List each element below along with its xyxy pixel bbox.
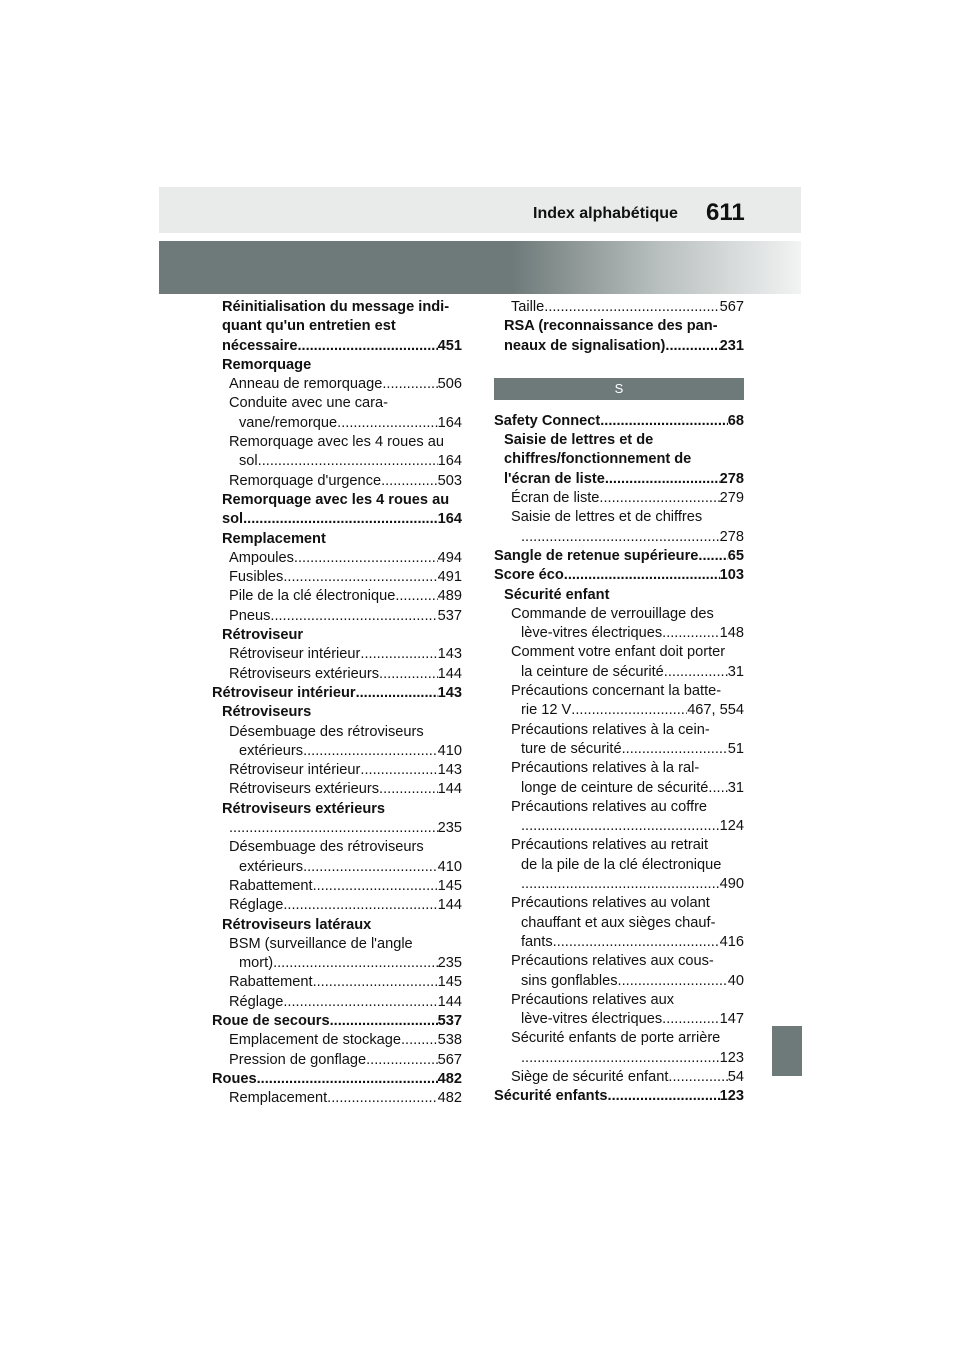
index-entry xyxy=(212,337,462,356)
index-entry-label: Rétroviseurs extérieurs xyxy=(229,781,380,798)
index-entry xyxy=(212,1051,462,1070)
index-entry xyxy=(212,954,462,973)
index-entry-label: Pile de la clé électronique xyxy=(229,588,396,605)
index-entry-text: Précautions relatives aux cous- xyxy=(511,953,714,970)
dot-leader xyxy=(395,587,437,606)
index-entry-page: 235 xyxy=(437,820,462,837)
index-entry-label: Taille xyxy=(511,299,545,315)
dot-leader xyxy=(668,1068,727,1087)
index-entry-label: Siège de sécurité enfant xyxy=(511,1068,669,1085)
index-entry-text: Rétroviseurs latéraux xyxy=(222,916,372,933)
index-entry-page: 278 xyxy=(719,528,744,545)
index-entry-page: 416 xyxy=(719,933,744,950)
dot-leader xyxy=(327,1089,437,1108)
index-entry-label: neaux de signalisation) xyxy=(504,337,666,354)
index-entry-page: 124 xyxy=(719,818,744,835)
dot-leader xyxy=(313,877,438,896)
index-entry-text: Précautions relatives aux xyxy=(511,991,675,1008)
index-entry-label: rie 12 V xyxy=(521,702,572,719)
index-entry-page: 279 xyxy=(719,490,744,507)
index-entry xyxy=(494,1068,744,1087)
index-entry-text: de la pile de la clé électronique xyxy=(521,856,722,873)
index-entry xyxy=(212,1031,462,1050)
index-entry-page: 144 xyxy=(437,781,462,798)
index-entry-page: 231 xyxy=(719,337,744,354)
index-entry xyxy=(494,566,744,585)
index-entry-page: 145 xyxy=(437,877,462,894)
index-entry xyxy=(212,896,462,915)
index-entry-page: 503 xyxy=(437,472,462,489)
dot-leader xyxy=(366,1051,438,1070)
index-entry-page: 143 xyxy=(437,646,462,663)
index-entry-page: 467, 554 xyxy=(687,702,744,719)
dot-leader xyxy=(618,972,728,991)
index-entry-page: 491 xyxy=(437,569,462,586)
index-entry-page: 410 xyxy=(437,742,462,759)
index-entry-page: 103 xyxy=(719,567,744,584)
index-entry-text: BSM (surveillance de l'angle xyxy=(229,935,413,952)
index-entry xyxy=(212,684,462,703)
dot-leader xyxy=(521,875,720,894)
index-entry-label: sol xyxy=(222,511,244,528)
index-entry-page: 143 xyxy=(437,684,462,701)
index-entry-label: Réglage xyxy=(229,897,284,914)
index-entry-text: Précautions concernant la batte- xyxy=(511,683,722,700)
index-entry xyxy=(494,624,744,643)
dot-leader xyxy=(608,1087,720,1106)
index-entry-label: Sangle de retenue supérieure xyxy=(494,547,699,564)
index-entry-label: Rétroviseur intérieur xyxy=(229,762,361,779)
index-entry xyxy=(494,412,744,431)
dot-leader xyxy=(360,761,437,780)
index-entry-text: Sécurité enfant xyxy=(504,586,610,603)
dot-leader xyxy=(521,1049,720,1068)
dot-leader xyxy=(553,933,720,952)
index-entry-text: Saisie de lettres et de chiffres xyxy=(511,509,703,526)
section-letter-bar: S xyxy=(494,378,744,400)
index-entry-label: Roues xyxy=(212,1070,257,1087)
index-entry-label: Pneus xyxy=(229,607,271,624)
index-entry-text: chiffres/fonctionnement de xyxy=(504,451,692,468)
index-entry-label: mort) xyxy=(239,955,274,972)
index-entry xyxy=(212,742,462,761)
index-entry-page: 278 xyxy=(719,470,744,487)
dot-leader xyxy=(257,1070,438,1089)
index-entry xyxy=(212,587,462,606)
index-entry-label: Ampoules xyxy=(229,549,294,566)
index-entry-page: 40 xyxy=(727,972,744,989)
index-entry xyxy=(494,779,744,798)
index-entry-page: 567 xyxy=(719,299,744,315)
index-entry-text: Rétroviseur xyxy=(222,627,304,644)
index-entry-page: 68 xyxy=(727,412,744,429)
index-entry-page: 490 xyxy=(719,876,744,893)
index-column-right xyxy=(494,298,744,1107)
index-entry-page: 537 xyxy=(437,607,462,624)
index-entry-label: Emplacement de stockage xyxy=(229,1032,401,1049)
index-entry xyxy=(212,1070,462,1089)
index-entry xyxy=(494,1010,744,1029)
index-entry-page: 123 xyxy=(719,1049,744,1066)
dot-leader xyxy=(229,819,438,838)
index-entry xyxy=(212,1089,462,1108)
dot-leader xyxy=(303,858,438,877)
index-entry-label: Roue de secours xyxy=(212,1012,330,1029)
dot-leader xyxy=(544,298,719,317)
index-entry-page: 123 xyxy=(719,1088,744,1105)
dot-leader xyxy=(662,1010,720,1029)
index-entry-text: RSA (reconnaissance des pan- xyxy=(504,318,718,335)
index-entry xyxy=(212,510,462,529)
dot-leader xyxy=(243,510,438,529)
index-entry-text: chauffant et aux sièges chauf- xyxy=(521,914,716,931)
index-entry-page: 482 xyxy=(437,1090,462,1107)
index-entry xyxy=(212,645,462,664)
index-entry-text: Rétroviseurs xyxy=(222,704,312,721)
page-title: Index alphabétique xyxy=(533,205,678,222)
index-entry xyxy=(494,701,744,720)
index-entry-label: nécessaire xyxy=(222,337,298,354)
index-entry-label: Remplacement xyxy=(229,1090,328,1107)
index-entry xyxy=(494,740,744,759)
index-entry-page: 164 xyxy=(437,453,462,470)
dot-leader xyxy=(379,665,438,684)
index-entry xyxy=(494,817,744,836)
index-entry-page: 164 xyxy=(437,414,462,431)
index-entry-page: 31 xyxy=(727,779,744,796)
dot-leader xyxy=(605,470,720,489)
index-entry xyxy=(212,665,462,684)
index-entry xyxy=(212,993,462,1012)
index-entry-text: Rétroviseurs extérieurs xyxy=(222,800,386,817)
dot-leader xyxy=(382,375,437,394)
index-entry-text: Précautions relatives à la ral- xyxy=(511,760,700,777)
chapter-tab xyxy=(772,1026,802,1076)
index-entry-label: Rabattement xyxy=(229,877,313,894)
dot-leader xyxy=(294,549,438,568)
dot-leader xyxy=(337,414,437,433)
index-entry-label: extérieurs xyxy=(239,742,304,759)
dot-leader xyxy=(698,547,727,566)
index-entry-text: Remorquage avec les 4 roues au xyxy=(222,491,450,508)
dot-leader xyxy=(297,337,437,356)
index-entry-label: longe de ceinture de sécurité xyxy=(521,779,709,796)
dot-leader xyxy=(708,779,727,798)
dot-leader xyxy=(330,1012,438,1031)
index-entry-page: 537 xyxy=(437,1012,462,1029)
index-entry-page: 410 xyxy=(437,858,462,875)
index-entry-label: vane/remorque xyxy=(239,414,338,431)
index-entry-label: fants xyxy=(521,933,553,950)
index-entry-label: lève-vitres électriques xyxy=(521,1011,663,1028)
index-entry-text: Précautions relatives au volant xyxy=(511,895,710,912)
index-entry-label: l'écran de liste xyxy=(504,470,605,487)
index-entry xyxy=(494,1087,744,1106)
dot-leader xyxy=(564,566,720,585)
index-entry xyxy=(212,780,462,799)
index-entry xyxy=(494,875,744,894)
dot-leader xyxy=(313,973,438,992)
index-entry-page: 538 xyxy=(437,1032,462,1049)
index-entry-text: Remorquage xyxy=(222,356,312,373)
index-entry xyxy=(212,819,462,838)
dot-leader xyxy=(599,489,719,508)
index-entry-text: Remplacement xyxy=(222,530,326,547)
index-entry-label: Score éco xyxy=(494,567,564,584)
index-entry-text: Saisie de lettres et de xyxy=(504,432,654,449)
index-entry-text: quant qu'un entretien est xyxy=(222,318,396,335)
dot-leader xyxy=(273,954,438,973)
index-entry-page: 489 xyxy=(437,588,462,605)
index-entry xyxy=(212,973,462,992)
index-entry-text: Désembuage des rétroviseurs xyxy=(229,723,424,740)
index-entry xyxy=(494,663,744,682)
index-entry xyxy=(212,858,462,877)
index-entry xyxy=(212,761,462,780)
index-entry-page: 143 xyxy=(437,762,462,779)
index-entry-page: 506 xyxy=(437,376,462,393)
page-number: 611 xyxy=(706,199,745,226)
index-entry-page: 144 xyxy=(437,665,462,682)
index-entry-page: 567 xyxy=(437,1051,462,1068)
index-entry xyxy=(212,375,462,394)
index-entry-text: Conduite avec une cara- xyxy=(229,395,389,412)
index-entry-label: Remorquage d'urgence xyxy=(229,472,382,489)
header-band xyxy=(159,187,801,233)
index-entry-page: 54 xyxy=(727,1068,744,1085)
index-entry-page: 147 xyxy=(719,1011,744,1028)
dot-leader xyxy=(521,817,720,836)
index-entry-page: 31 xyxy=(727,663,744,680)
index-entry-text: Précautions relatives à la cein- xyxy=(511,721,710,738)
index-entry xyxy=(212,568,462,587)
index-entry xyxy=(494,298,744,317)
dot-leader xyxy=(379,780,438,799)
index-entry xyxy=(212,472,462,491)
index-entry xyxy=(212,549,462,568)
index-entry xyxy=(494,933,744,952)
index-entry-page: 148 xyxy=(719,625,744,642)
index-entry-label: Anneau de remorquage xyxy=(229,376,383,393)
index-entry-label: Écran de liste xyxy=(511,490,600,507)
index-entry xyxy=(212,877,462,896)
index-entry-page: 482 xyxy=(437,1070,462,1087)
index-entry-label: Fusibles xyxy=(229,569,284,586)
dot-leader xyxy=(356,684,438,703)
index-entry-label: la ceinture de sécurité xyxy=(521,663,664,680)
index-entry-page: 144 xyxy=(437,897,462,914)
index-entry xyxy=(494,1049,744,1068)
index-entry xyxy=(494,972,744,991)
index-entry-label: Rétroviseur intérieur xyxy=(229,646,361,663)
dot-leader xyxy=(258,452,438,471)
index-entry-text: Remorquage avec les 4 roues au xyxy=(229,434,444,451)
index-entry-page: 145 xyxy=(437,974,462,991)
index-entry-label: Pression de gonflage xyxy=(229,1051,367,1068)
index-entry xyxy=(494,337,744,356)
dot-leader xyxy=(571,701,687,720)
dot-leader xyxy=(664,663,728,682)
index-entry-page: 235 xyxy=(437,955,462,972)
dot-leader xyxy=(600,412,728,431)
dot-leader xyxy=(665,337,719,356)
index-entry-page: 164 xyxy=(437,511,462,528)
index-entry-text: Comment votre enfant doit porter xyxy=(511,644,726,661)
index-entry-text: Sécurité enfants de porte arrière xyxy=(511,1030,721,1047)
index-entry-label: Sécurité enfants xyxy=(494,1088,608,1105)
index-entry-label: extérieurs xyxy=(239,858,304,875)
dot-leader xyxy=(303,742,438,761)
index-entry-text: Précautions relatives au coffre xyxy=(511,798,708,815)
index-entry-label: sol xyxy=(239,453,258,470)
index-entry xyxy=(494,528,744,547)
index-entry-text: Désembuage des rétroviseurs xyxy=(229,839,424,856)
index-entry-label: Rétroviseurs extérieurs xyxy=(229,665,380,682)
index-entry-page: 494 xyxy=(437,549,462,566)
index-entry xyxy=(212,414,462,433)
index-entry-page: 144 xyxy=(437,993,462,1010)
index-entry-text: Commande de verrouillage des xyxy=(511,605,714,622)
index-entry-label: lève-vitres électriques xyxy=(521,625,663,642)
index-entry-label: ture de sécurité xyxy=(521,740,622,757)
index-entry-label: Réglage xyxy=(229,993,284,1010)
index-entry-text: Réinitialisation du message indi- xyxy=(222,299,450,315)
index-entry-text: Précautions relatives au retrait xyxy=(511,837,709,854)
index-entry-label: Safety Connect xyxy=(494,412,601,429)
dot-leader xyxy=(521,528,720,547)
dot-leader xyxy=(381,472,438,491)
dot-leader xyxy=(283,568,437,587)
index-entry xyxy=(494,547,744,566)
index-entry xyxy=(212,1012,462,1031)
index-entry xyxy=(212,607,462,626)
index-entry xyxy=(494,489,744,508)
index-entry-label: Rétroviseur intérieur xyxy=(212,684,356,701)
decorative-gradient-band xyxy=(159,241,801,294)
index-entry-page: 65 xyxy=(727,547,744,564)
index-column-left xyxy=(212,298,462,1108)
dot-leader xyxy=(401,1031,438,1050)
dot-leader xyxy=(270,607,437,626)
index-entry-page: 51 xyxy=(727,740,744,757)
dot-leader xyxy=(662,624,720,643)
index-entry-label: Rabattement xyxy=(229,974,313,991)
index-entry xyxy=(212,452,462,471)
dot-leader xyxy=(283,896,437,915)
index-entry-label: sins gonflables xyxy=(521,972,618,989)
index-entry-page: 451 xyxy=(437,337,462,354)
dot-leader xyxy=(283,993,437,1012)
dot-leader xyxy=(622,740,728,759)
dot-leader xyxy=(360,645,437,664)
index-entry xyxy=(494,470,744,489)
